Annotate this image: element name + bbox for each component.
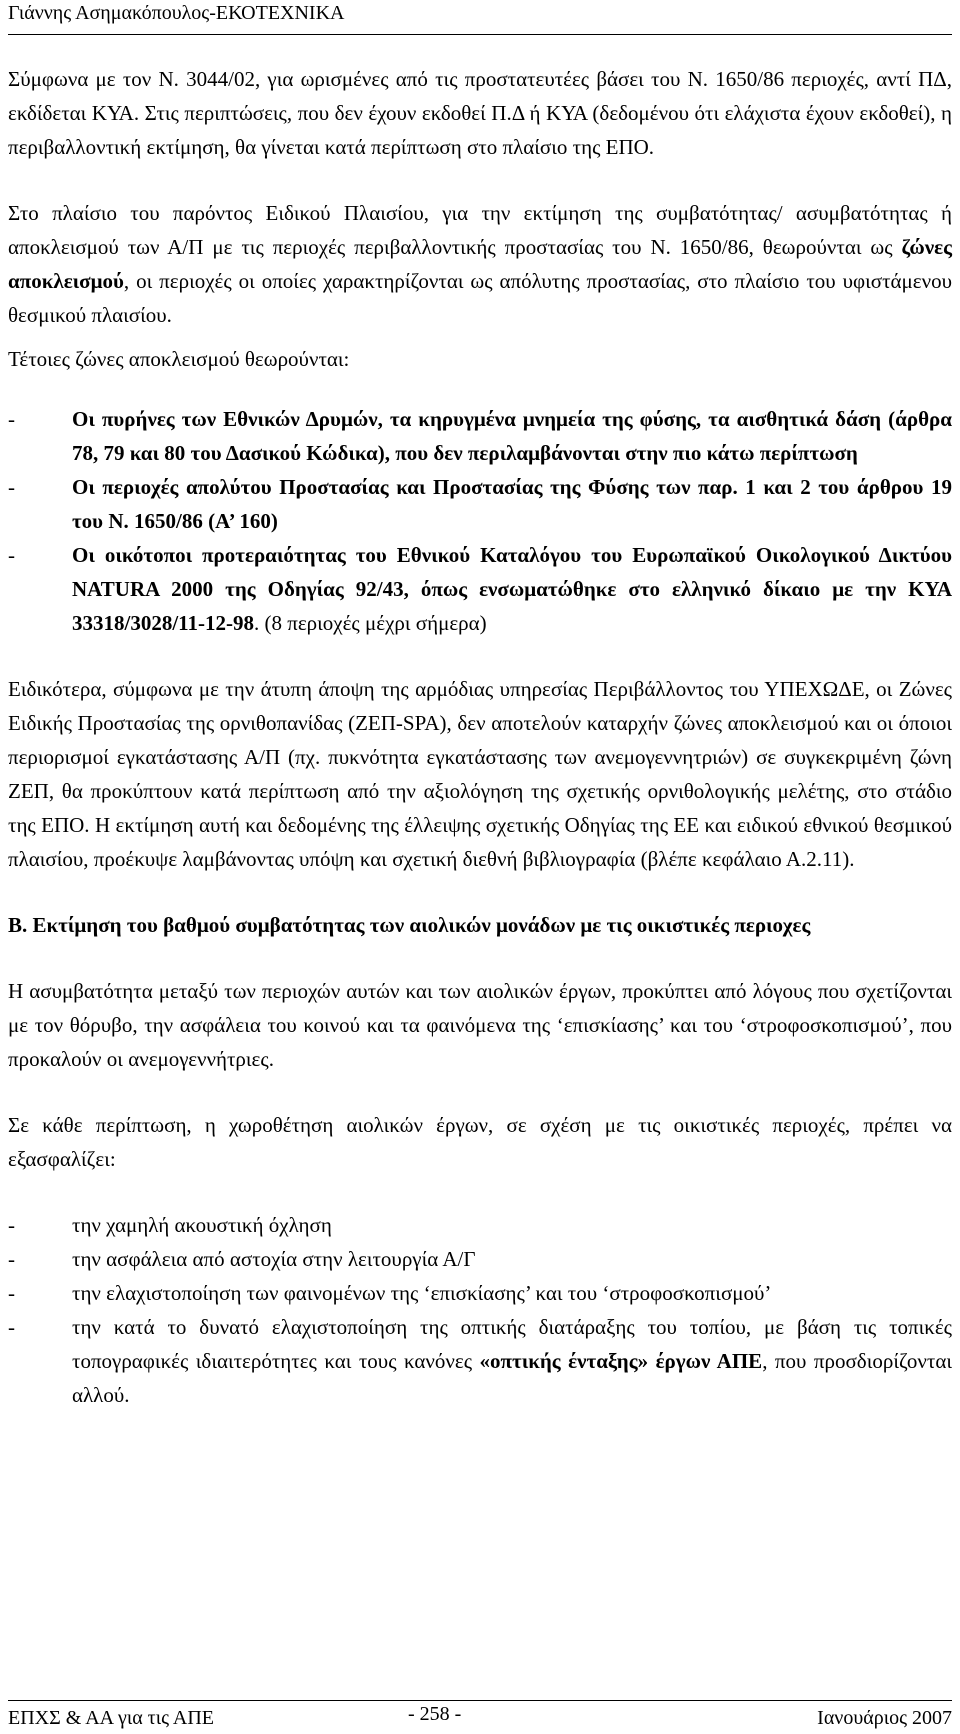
paragraph-incompatibility: Η ασυμβατότητα μεταξύ των περιοχών αυτών και των αιολικών έργων, προκύπτει από λόγους που σχετίζονται με τον θόρυβο, την ασφάλεια του κοινού και τα φαινόμενα της ‘επισκίασης’ και του ‘στροφοσκοπισμού’, που προκαλούν οι ανεμογεννήτριες. — [8, 979, 952, 1071]
list-item-text — [72, 1310, 952, 1412]
list-item — [8, 402, 952, 470]
list-dash: - — [8, 1213, 15, 1237]
list-dash: - — [8, 543, 15, 567]
header-text: Γιάννης Ασημακόπουλος-ΕΚΟΤΕΧΝΙΚΑ — [8, 2, 345, 24]
exclusion-zones-term: ζώνες αποκλεισμού — [8, 235, 952, 293]
list-dash: - — [8, 1247, 15, 1271]
list-item-text: την χαμηλή ακουστική όχληση — [72, 1213, 332, 1237]
paragraph-framework — [8, 196, 952, 332]
footer-date: Ιανουάριος 2007 — [817, 1707, 952, 1729]
list-item-text: Οι περιοχές απολύτου Προστασίας και Προστασίας της Φύσης των παρ. 1 και 2 του άρθρου 19 του Ν. 1650/86 (Α’ 160) — [72, 475, 952, 533]
page-header — [8, 0, 952, 35]
list-item — [8, 1242, 952, 1276]
footer-document-title: ΕΠΧΣ & ΑΑ για τις ΑΠΕ — [8, 1707, 215, 1729]
paragraph-framework-text-b: , οι περιοχές οι οποίες χαρακτηρίζονται ως απόλυτης προστασίας, στο πλαίσιο του υφιστάμενου θεσμικού πλαισίου. — [8, 269, 952, 327]
list-item — [8, 470, 952, 538]
list-item-text-a: την κατά το δυνατό ελαχιστοποίηση της οπτικής διατάραξης του τοπίου, με βάση τις τοπικές τοπογραφικές ιδιαιτερότητες και τους κανόνες — [72, 1315, 952, 1373]
list-item-text — [72, 538, 952, 640]
list-item — [8, 1208, 952, 1242]
visual-integration-term: «οπτικής ένταξης» έργων ΑΠΕ — [479, 1349, 763, 1373]
paragraph-intro: Σύμφωνα με τον Ν. 3044/02, για ωρισμένες από τις προστατευτέες βάσει του Ν. 1650/86 περιοχές, αντί ΠΔ, εκδίδεται ΚΥΑ. Στις περιπτώσεις, που δεν έχουν εκδοθεί Π.Δ ή ΚΥΑ (δεδομένου ότι ελάχιστα έχουν εκδοθεί), η περιβαλλοντική εκτίμηση, θα γίνεται κατά περίπτωση στο πλαίσιο της ΕΠΟ. — [8, 67, 952, 159]
paragraph-requirements-lead: Σε κάθε περίπτωση, η χωροθέτηση αιολικών έργων, σε σχέση με τις οικιστικές περιοχές, πρέπει να εξασφαλίζει: — [8, 1113, 952, 1171]
list-item — [8, 1310, 952, 1412]
list-item-text-b: , που προσδιορίζονται αλλού. — [72, 1349, 952, 1407]
list-item-text: την ασφάλεια από αστοχία στην λειτουργία Α/Γ — [72, 1247, 476, 1271]
page-footer — [8, 1700, 952, 1731]
list-item — [8, 1276, 952, 1310]
list-dash: - — [8, 475, 15, 499]
list-item — [8, 538, 952, 640]
requirements-list — [8, 1208, 952, 1412]
list-item-bold-text: Οι οικότοποι προτεραιότητας του Εθνικού Καταλόγου του Ευρωπαϊκού Οικολογικού Δικτύου NATURA 2000 της Οδηγίας 92/43, όπως ενσωματώθηκε στο ελληνικό δίκαιο με την ΚΥΑ 33318/3028/11-12-98 — [72, 543, 952, 635]
list-dash: - — [8, 1315, 15, 1339]
paragraph-spa-zones: Ειδικότερα, σύμφωνα με την άτυπη άποψη της αρμόδιας υπηρεσίας Περιβάλλοντος του ΥΠΕΧΩΔΕ, οι Ζώνες Ειδικής Προστασίας της ορνιθοπανίδας (ΖΕΠ-SPA), δεν αποτελούν καταρχήν ζώνες αποκλεισμού και οι όποιοι περιορισμοί εγκατάστασης Α/Π (πχ. πυκνότητα εγκατάστασης των ανεμογεννητριών) σε συγκεκριμένη ζώνη ΖΕΠ, θα προκύπτουν κατά περίπτωση από την αξιολόγηση της σχετικής ορνιθολογικής μελέτης, στο στάδιο της ΕΠΟ. Η εκτίμηση αυτή και δεδομένης της έλλειψης σχετικής Οδηγίας της ΕΕ και ειδικού εθνικού θεσμικού πλαισίου, προέκυψε λαμβάνοντας υπόψη και σχετική διεθνή βιβλιογραφία (βλέπε κεφάλαιο Α.2.11). — [8, 677, 952, 871]
exclusion-zones-list — [8, 402, 952, 640]
list-dash: - — [8, 1281, 15, 1305]
section-heading-b: Β. Εκτίμηση του βαθμού συμβατότητας των αιολικών μονάδων με τις οικιστικές περιοχες — [8, 913, 811, 937]
list-item-text: την ελαχιστοποίηση των φαινομένων της ‘επισκίασης’ και του ‘στροφοσκοπισμού’ — [72, 1281, 772, 1305]
document-body — [8, 62, 952, 1412]
list-item-normal-text: . (8 περιοχές μέχρι σήμερα) — [254, 611, 487, 635]
list-item-text: Οι πυρήνες των Εθνικών Δρυμών, τα κηρυγμένα μνημεία της φύσης, τα αισθητικά δάση (άρθρα 78, 79 και 80 του Δασικού Κώδικα), που δεν περιλαμβάνονται στην πιο κάτω περίπτωση — [72, 407, 952, 465]
page-number: - 258 - — [408, 1703, 462, 1725]
paragraph-framework-text-a: Στο πλαίσιο του παρόντος Ειδικού Πλαισίου, για την εκτίμηση της συμβατότητας/ ασυμβατότητας ή αποκλεισμού των Α/Π με τις περιοχές περιβαλλοντικής προστασίας του Ν. 1650/86, θεωρούνται ως — [8, 201, 952, 259]
paragraph-exclusion-lead: Τέτοιες ζώνες αποκλεισμού θεωρούνται: — [8, 347, 350, 371]
list-dash: - — [8, 407, 15, 431]
